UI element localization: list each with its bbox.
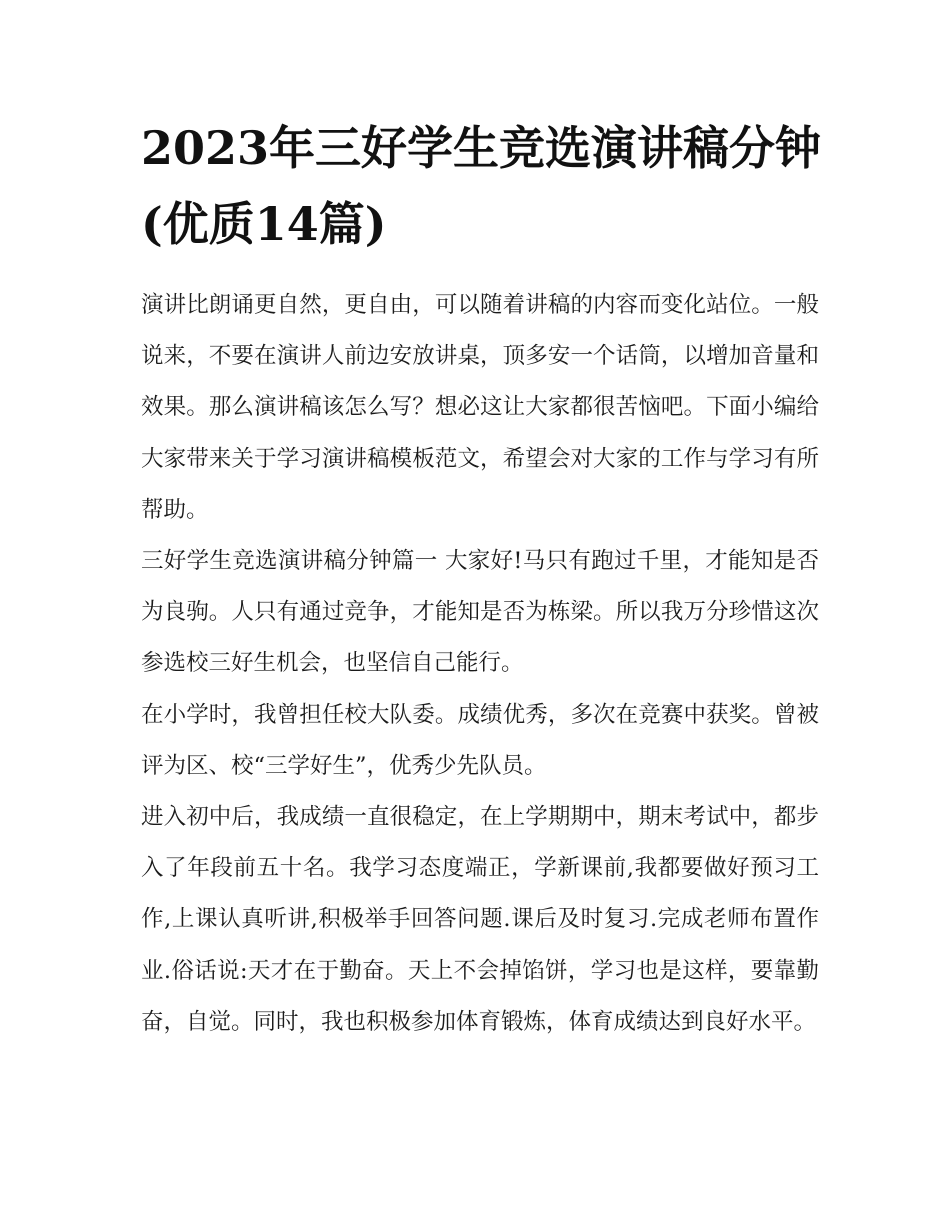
paragraph-speech-opening: 三好学生竞选演讲稿分钟篇一 大家好!马只有跑过千里，才能知是否为良驹。人只有通过竞争，才能知是否为栋梁。所以我万分珍惜这次参选校三好生机会，也坚信自己能行。 (141, 548, 819, 677)
paragraph-middle-school: 进入初中后，我成绩一直很稳定，在上学期期中，期末考试中，都步入了年段前五十名。我学习态度端正，学新课前,我都要做好预习工作,上课认真听讲,积极举手回答问题.课后及时复习.完成老师布置作业.俗话说:天才在于勤奋。天上不会掉馅饼，学习也是这样，要靠勤奋，自觉。同时，我也积极参加体育锻炼，体育成绩达到良好水平。 (141, 804, 819, 1035)
paragraph-intro: 演讲比朗诵更自然，更自由，可以随着讲稿的内容而变化站位。一般说来，不要在演讲人前边安放讲桌，顶多安一个话筒，以增加音量和效果。那么演讲稿该怎么写？想必这让大家都很苦恼吧。下面小编给大家带来关于学习演讲稿模板范文，希望会对大家的工作与学习有所帮助。 (141, 292, 819, 523)
document-title: 2023年三好学生竞选演讲稿分钟(优质14篇) (141, 121, 822, 251)
document-body (141, 280, 819, 1048)
paragraph-primary-school: 在小学时，我曾担任校大队委。成绩优秀，多次在竞赛中获奖。曾被评为区、校“三学好生”，优秀少先队员。 (141, 701, 819, 779)
